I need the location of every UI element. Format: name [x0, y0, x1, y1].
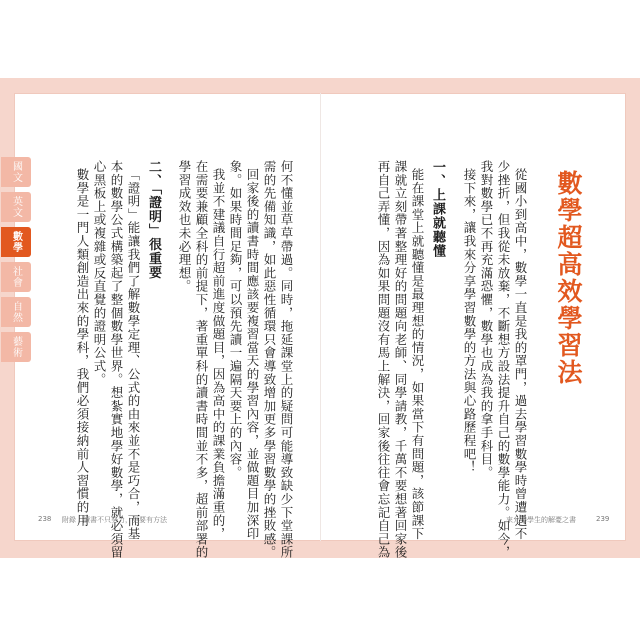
continuation-line-5: 我並不建議自行超前進度做題目，因為高中的課業負擔滿重的，: [211, 168, 226, 541]
continuation-line-1: 何不懂並草草帶過。同時，拖延課堂上的疑問可能導致缺少下堂課所: [279, 160, 294, 559]
section-two-line-1: 「證明」能讓我們了解數學定理、公式的由來並不是巧合，而基: [126, 168, 141, 541]
section-two-line-2: 本的數學公式構築起了整個數學世界。想紮實地學好數學，就必須留: [109, 160, 124, 559]
tab-math[interactable]: 數學: [1, 227, 31, 257]
intro-line-2: 少挫折，但我從未放棄，不斷想方設法提升自己的數學能力。如今，: [496, 160, 511, 559]
section-one-line-1: 能在課堂上就聽懂是最理想的情況，如果當下有問題，該節課下: [410, 168, 425, 541]
section-two-line-4: 數學是一門人類創造出來的學科，我們必須接納前人習慣的用: [75, 168, 90, 528]
tab-social[interactable]: 社會: [1, 262, 31, 292]
article-title: 數學超高效學習法: [554, 170, 583, 386]
tab-science[interactable]: 自然: [1, 297, 31, 327]
tab-arts[interactable]: 藝術: [1, 332, 31, 362]
section-two-line-3: 心黑板上或複雜或反直覺的證明公式。: [92, 160, 107, 387]
section-one-heading: 一、上課就聽懂: [430, 160, 445, 258]
right-running-head: 來允中學生的解憂之書: [506, 516, 576, 524]
section-two-heading: 二、「證明」很重要: [146, 160, 161, 280]
continuation-line-2: 需的先備知識，如此惡性循環只會導致增加更多學習數學的挫敗感。: [262, 160, 277, 559]
book-gutter: [320, 93, 321, 541]
intro-line-4: 接下來，讓我來分享學習數學的方法與心路歷程吧！: [462, 168, 477, 474]
tab-english[interactable]: 英文: [1, 192, 31, 222]
continuation-line-7: 學習成效也未必理想。: [177, 160, 192, 293]
section-one-line-2: 課就立刻帶著整理好的問題向老師、同學請教，千萬不要想著回家後: [393, 160, 408, 559]
continuation-line-3: 回家後的讀書時間應該要複習當天的學習內容，並做題目加深印: [245, 168, 260, 541]
continuation-line-6: 在需要兼顧全科的前提下，著重單科的讀書時間並不多，超前部署的: [194, 160, 209, 559]
section-one-line-3: 再自己弄懂，因為如果問題沒有馬上解決，回家後往往會忘記自己為: [376, 160, 391, 559]
right-page-number: 239: [596, 515, 610, 523]
intro-line-3: 我對數學已不再充滿恐懼，數學也成為我的拿手科目。: [479, 160, 494, 480]
tab-chinese[interactable]: 國文: [1, 157, 31, 187]
intro-line-1: 從國小到高中，數學一直是我的罩門，過去學習數學時曾遭遇不: [513, 168, 528, 541]
left-running-head: 附錄｜讀書不只努力，更要有方法: [62, 516, 167, 524]
left-page-number: 238: [38, 515, 52, 523]
continuation-line-4: 象。如果時間足夠，可以預先讀一遍隔天要上的內容。: [228, 160, 243, 480]
